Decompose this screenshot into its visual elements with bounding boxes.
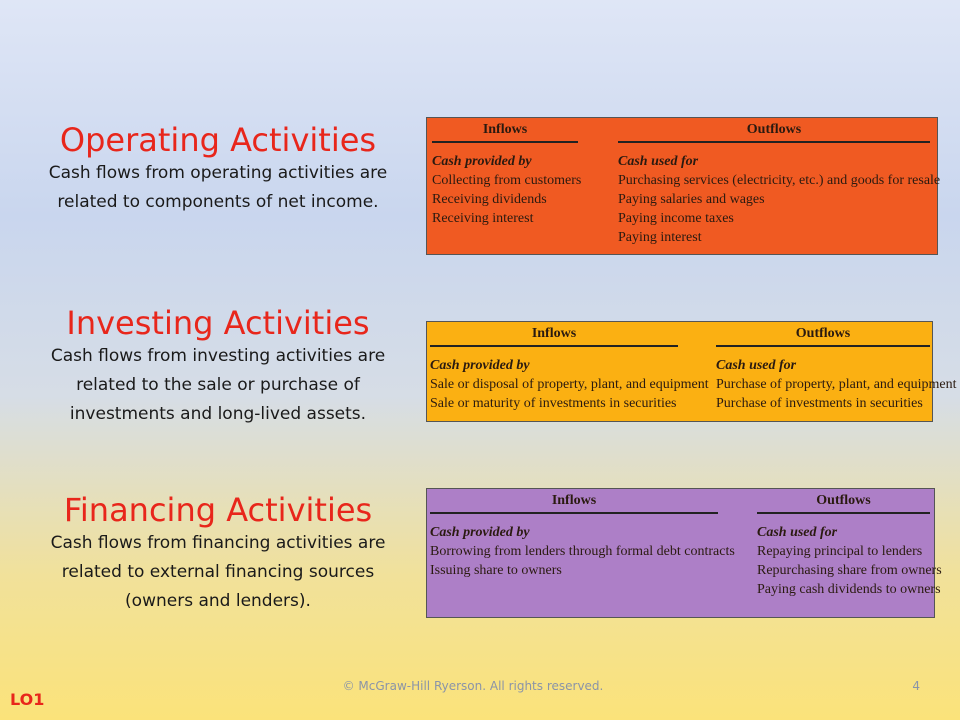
operating-inflow-item: Receiving interest — [432, 211, 534, 226]
financing-section — [28, 491, 408, 616]
financing-outflows-column — [757, 489, 942, 599]
operating-outflow-item: Purchasing services (electricity, etc.) and goods for resale — [618, 173, 941, 188]
operating-inflow-item: Collecting from customers — [432, 173, 582, 188]
operating-inflows-column — [432, 118, 582, 228]
operating-outflows-subheading: Cash used for — [618, 154, 699, 169]
financing-inflows-subheading: Cash provided by — [430, 525, 530, 540]
operating-outflow-item: Paying income taxes — [618, 211, 734, 226]
financing-outflow-item: Repurchasing share from owners — [757, 563, 942, 578]
financing-inflows-header: Inflows — [430, 489, 718, 514]
investing-outflow-item: Purchase of investments in securities — [716, 396, 923, 411]
operating-outflows-column — [618, 118, 941, 247]
investing-inflows-subheading: Cash provided by — [430, 358, 530, 373]
financing-description: Cash flows from financing activities are related to external financing sources (owners and lenders). — [50, 533, 386, 611]
financing-outflow-item: Repaying principal to lenders — [757, 544, 923, 559]
investing-heading: Investing Activities — [66, 304, 370, 342]
operating-section — [28, 121, 408, 217]
financing-heading: Financing Activities — [63, 491, 373, 529]
operating-inflows-subheading: Cash provided by — [432, 154, 532, 169]
learning-objective-tag: LO1 — [10, 690, 45, 709]
investing-outflows-column — [716, 322, 957, 413]
financing-outflows-subheading: Cash used for — [757, 525, 838, 540]
investing-outflows-header: Outflows — [716, 322, 930, 347]
financing-inflow-item: Issuing share to owners — [430, 563, 562, 578]
financing-outflows-header: Outflows — [757, 489, 930, 514]
financing-inflow-item: Borrowing from lenders through formal debt contracts — [430, 544, 735, 559]
financing-inflows-column — [430, 489, 735, 580]
financing-outflow-item: Paying cash dividends to owners — [757, 582, 941, 597]
investing-cash-flow-table — [426, 321, 957, 422]
investing-outflows-subheading: Cash used for — [716, 358, 797, 373]
operating-outflow-item: Paying interest — [618, 230, 702, 245]
investing-inflow-item: Sale or disposal of property, plant, and equipment — [430, 377, 709, 392]
operating-outflow-item: Paying salaries and wages — [618, 192, 765, 207]
operating-heading: Operating Activities — [59, 121, 377, 159]
financing-cash-flow-table — [426, 488, 942, 618]
operating-cash-flow-table — [426, 117, 941, 255]
operating-inflow-item: Receiving dividends — [432, 192, 547, 207]
investing-section — [28, 304, 408, 429]
investing-inflow-item: Sale or maturity of investments in securities — [430, 396, 677, 411]
operating-outflows-header: Outflows — [618, 118, 930, 143]
operating-inflows-header: Inflows — [432, 118, 578, 143]
investing-description: Cash flows from investing activities are related to the sale or purchase of investments and long-lived assets. — [50, 346, 386, 424]
investing-inflows-header: Inflows — [430, 322, 678, 347]
copyright-footer: © McGraw-Hill Ryerson. All rights reserved. — [342, 679, 604, 693]
page-number: 4 — [912, 679, 920, 693]
operating-description: Cash flows from operating activities are related to components of net income. — [48, 163, 388, 212]
investing-outflow-item: Purchase of property, plant, and equipment — [716, 377, 957, 392]
investing-inflows-column — [430, 322, 709, 413]
